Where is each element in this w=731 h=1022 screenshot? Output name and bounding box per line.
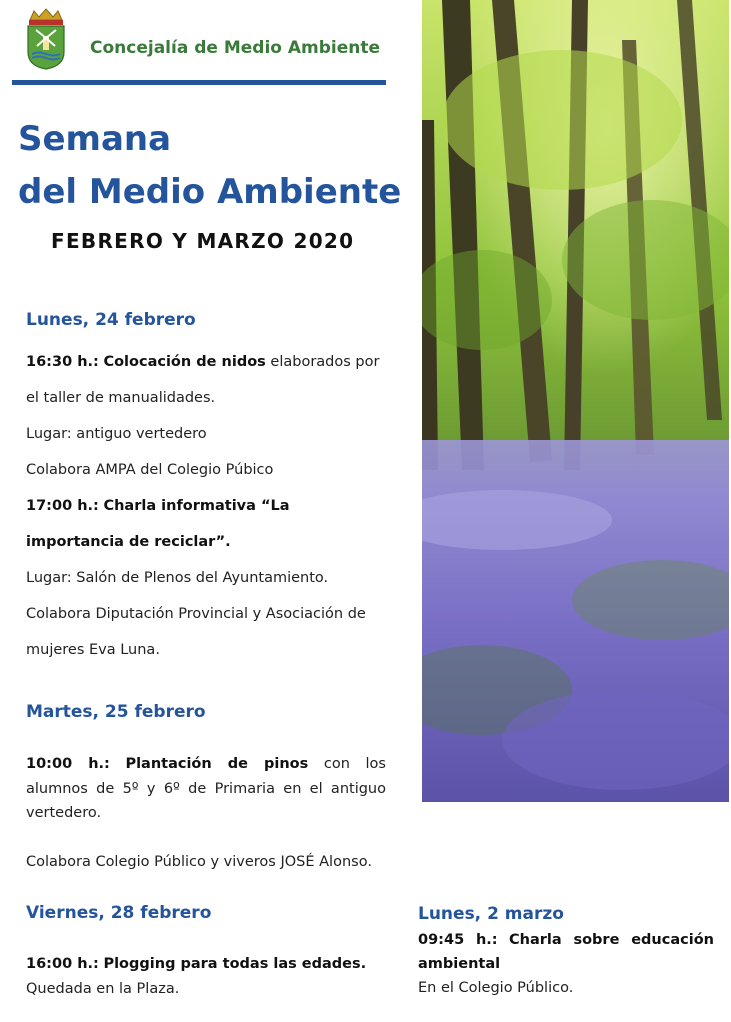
event-title: Plantación de pinos: [125, 756, 309, 772]
event-description: En el Colegio Público.: [418, 980, 574, 996]
header-divider: [12, 80, 386, 85]
day2-events: [26, 752, 386, 898]
bluebell-forest-image: [422, 0, 729, 802]
event-charla-reciclar: [26, 488, 388, 560]
event-description: Quedada en la Plaza.: [26, 980, 180, 997]
event-description: con los alumnos de 5º y 6º de Primaria en el antiguo vertedero.: [26, 756, 386, 821]
day-heading-martes-25: Martes, 25 febrero: [26, 702, 206, 722]
day-heading-viernes-28: Viernes, 28 febrero: [26, 903, 212, 923]
event-place: Lugar: Salón de Plenos del Ayuntamiento.: [26, 570, 329, 586]
event-nidos: [26, 344, 388, 416]
event-time: 17:00 h.:: [26, 498, 99, 514]
event-plogging: [26, 952, 386, 977]
event-time: 16:30 h.:: [26, 354, 99, 370]
event-title: Colocación de nidos: [103, 354, 266, 370]
department-name: Concejalía de Medio Ambiente: [90, 38, 381, 58]
event-title: Charla sobre educación ambiental: [418, 932, 714, 972]
event-place: Lugar: antiguo vertedero: [26, 426, 207, 442]
event-time: 16:00 h.:: [26, 956, 99, 972]
event-collaborator: Colabora Colegio Público y viveros JOSÉ Alonso.: [26, 853, 372, 870]
title-line-2: del Medio Ambiente: [18, 172, 402, 212]
day4-events: [418, 928, 714, 1000]
coat-of-arms-logo: [24, 8, 68, 70]
event-plantacion: [26, 752, 386, 826]
event-charla-ambiental-line1: [418, 928, 714, 976]
event-time: 10:00 h.:: [26, 756, 110, 772]
event-description: elaborados por el taller de manualidades.: [26, 354, 380, 406]
day3-events: [26, 952, 386, 1001]
day-heading-lunes-2-marzo: Lunes, 2 marzo: [418, 904, 564, 924]
title-line-1: Semana: [18, 119, 172, 159]
event-title: Charla informativa “La importancia de reciclar”.: [26, 498, 290, 550]
day-heading-lunes-24: Lunes, 24 febrero: [26, 310, 196, 330]
page-subtitle: FEBRERO Y MARZO 2020: [51, 229, 355, 253]
page-title: [18, 113, 401, 219]
day1-events: [26, 344, 388, 668]
event-collaborator: Colabora Diputación Provincial y Asociación de mujeres Eva Luna.: [26, 606, 366, 658]
event-time: 09:45 h.:: [418, 932, 498, 948]
event-title: Plogging para todas las edades.: [103, 956, 367, 972]
event-collaborator: Colabora AMPA del Colegio Púbico: [26, 462, 274, 478]
